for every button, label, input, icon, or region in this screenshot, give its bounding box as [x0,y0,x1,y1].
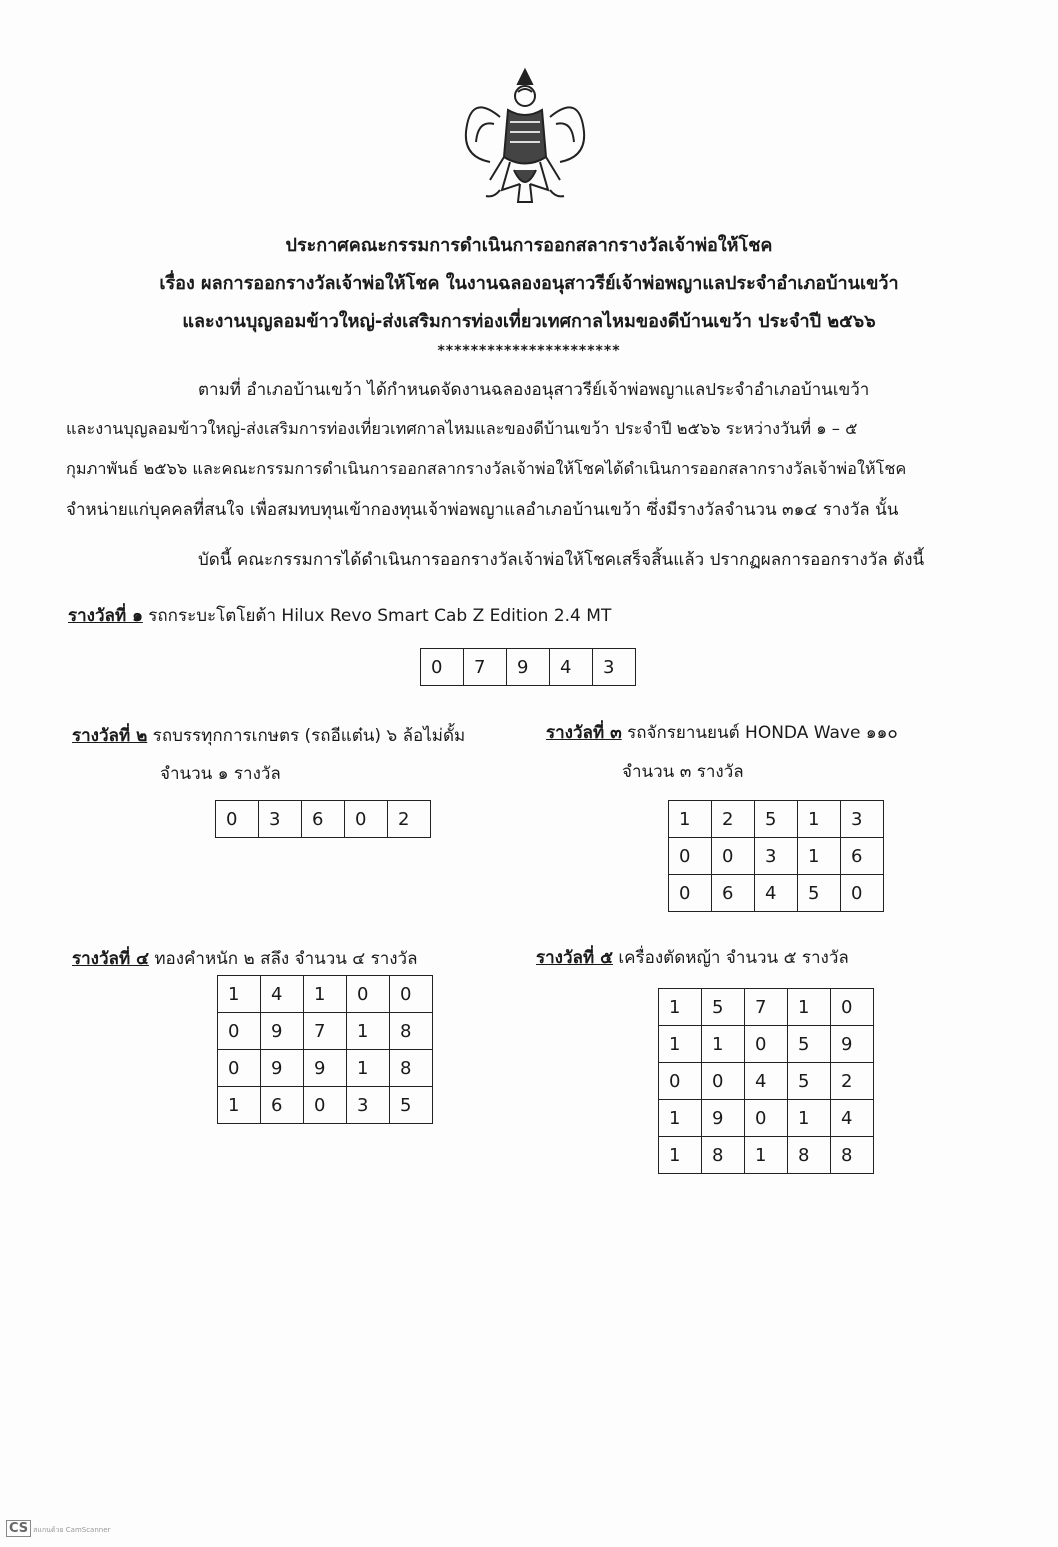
prize-4-heading [72,945,418,972]
camscanner-text: สแกนด้วย CamScanner [33,1526,111,1534]
digit-cell: 0 [745,1026,788,1063]
digit-cell: 0 [345,801,388,838]
table-row [218,1087,433,1124]
separator: ********************** [437,343,621,359]
paragraph-line: กุมภาพันธ์ ๒๕๖๖ และคณะกรรมการดำเนินการออกสลากรางวัลเจ้าพ่อให้โชคได้ดำเนินการออกสลากรางวัลเจ้าพ่อให้โชค [66,459,907,478]
digit-cell: 1 [702,1026,745,1063]
digit-cell: 0 [421,649,464,686]
digit-cell: 8 [788,1137,831,1174]
digit-cell: 9 [702,1100,745,1137]
digit-cell: 0 [669,875,712,912]
prize-3-label: รางวัลที่ ๓ [546,723,622,743]
digit-cell: 0 [712,838,755,875]
digit-cell: 3 [755,838,798,875]
digit-cell: 8 [390,1013,433,1050]
digit-cell: 8 [702,1137,745,1174]
prize-4-desc: ทองคำหนัก ๒ สลึง จำนวน ๔ รางวัล [148,949,418,969]
digit-cell: 1 [798,838,841,875]
digit-cell: 9 [831,1026,874,1063]
digit-cell: 4 [745,1063,788,1100]
digit-cell: 1 [669,801,712,838]
digit-cell: 6 [841,838,884,875]
prize-4-label: รางวัลที่ ๔ [72,949,149,969]
digit-cell: 1 [347,1050,390,1087]
digit-cell: 7 [304,1013,347,1050]
digit-cell: 9 [507,649,550,686]
digit-cell: 7 [464,649,507,686]
prize-4-numbers [217,975,433,1124]
digit-cell: 0 [390,976,433,1013]
paragraph-line: จำหน่ายแก่บุคคลที่สนใจ เพื่อสมทบทุนเข้ากองทุนเจ้าพ่อพญาแลอำเภอบ้านเขว้า ซึ่งมีรางวัลจำนวน ๓๑๔ รางวัล นั้น [66,500,899,520]
prize-2-heading [72,722,465,749]
digit-cell: 1 [218,1087,261,1124]
digit-cell: 1 [659,1137,702,1174]
table-row [659,1026,874,1063]
digit-cell: 2 [388,801,431,838]
digit-cell: 0 [841,875,884,912]
digit-cell: 0 [218,1050,261,1087]
digit-cell: 5 [788,1063,831,1100]
digit-cell: 0 [831,989,874,1026]
digit-cell: 1 [788,989,831,1026]
subject-line-cont: และงานบุญลอมข้าวใหญ่-ส่งเสริมการท่องเที่ยวเทศกาลไหมของดีบ้านเขว้า ประจำปี ๒๕๖๖ [182,311,876,332]
digit-cell: 9 [261,1050,304,1087]
digit-cell: 1 [304,976,347,1013]
digit-cell: 4 [831,1100,874,1137]
digit-cell: 2 [831,1063,874,1100]
digit-cell: 1 [745,1137,788,1174]
prize-2-label: รางวัลที่ ๒ [72,726,148,746]
prize-3-count: จำนวน ๓ รางวัล [622,762,744,782]
table-row [218,1050,433,1087]
announcement-title: ประกาศคณะกรรมการดำเนินการออกสลากรางวัลเจ้าพ่อให้โชค [285,235,773,256]
prize-2-numbers [215,800,431,838]
digit-cell: 3 [841,801,884,838]
prize-2-count: จำนวน ๑ รางวัล [160,764,281,784]
prize-5-label: รางวัลที่ ๕ [536,948,613,968]
digit-cell: 0 [347,976,390,1013]
digit-cell: 3 [593,649,636,686]
digit-cell: 0 [218,1013,261,1050]
digit-cell: 1 [798,801,841,838]
digit-cell: 5 [798,875,841,912]
camscanner-logo-icon: CS [6,1520,31,1537]
table-row [421,649,636,686]
digit-cell: 1 [659,1100,702,1137]
table-row [218,1013,433,1050]
table-row [659,989,874,1026]
digit-cell: 1 [788,1100,831,1137]
table-row [669,875,884,912]
paragraph-line: บัดนี้ คณะกรรมการได้ดำเนินการออกรางวัลเจ้าพ่อให้โชคเสร็จสิ้นแล้ว ปรากฏผลการออกรางวัล ดังนี้ [198,550,925,570]
digit-cell: 5 [755,801,798,838]
digit-cell: 9 [304,1050,347,1087]
prize-1-desc: รถกระบะโตโยต้า Hilux Revo Smart Cab Z Edition 2.4 MT [142,606,612,626]
prize-5-heading [536,944,849,971]
prize-3-heading [546,719,898,746]
digit-cell: 1 [659,989,702,1026]
table-row [659,1063,874,1100]
digit-cell: 5 [702,989,745,1026]
paragraph-line: และงานบุญลอมข้าวใหญ่-ส่งเสริมการท่องเที่ยวเทศกาลไหมและของดีบ้านเขว้า ประจำปี ๒๕๖๖ ระหว่างวันที่ ๑ – ๕ [66,419,858,438]
digit-cell: 1 [347,1013,390,1050]
subject-line: เรื่อง ผลการออกรางวัลเจ้าพ่อให้โชค ในงานฉลองอนุสาวรีย์เจ้าพ่อพญาแลประจำอำเภอบ้านเขว้า [159,273,899,294]
prize-5-numbers [658,988,874,1174]
digit-cell: 2 [712,801,755,838]
digit-cell: 4 [755,875,798,912]
digit-cell: 9 [261,1013,304,1050]
digit-cell: 1 [659,1026,702,1063]
prize-3-desc: รถจักรยานยนต์ HONDA Wave ๑๑๐ [621,723,898,743]
prize-1-label: รางวัลที่ ๑ [68,606,143,626]
table-row [669,801,884,838]
digit-cell: 7 [745,989,788,1026]
table-row [659,1137,874,1174]
table-row [218,976,433,1013]
digit-cell: 6 [261,1087,304,1124]
garuda-emblem-icon [460,62,590,212]
prize-5-desc: เครื่องตัดหญ้า จำนวน ๕ รางวัล [612,948,849,968]
digit-cell: 8 [831,1137,874,1174]
digit-cell: 0 [304,1087,347,1124]
digit-cell: 6 [302,801,345,838]
table-row [669,838,884,875]
digit-cell: 0 [216,801,259,838]
camscanner-watermark [6,1520,110,1537]
digit-cell: 3 [259,801,302,838]
prize-1-heading [68,602,611,629]
digit-cell: 8 [390,1050,433,1087]
digit-cell: 0 [745,1100,788,1137]
digit-cell: 0 [659,1063,702,1100]
digit-cell: 4 [550,649,593,686]
digit-cell: 4 [261,976,304,1013]
digit-cell: 1 [218,976,261,1013]
paragraph-line: ตามที่ อำเภอบ้านเขว้า ได้กำหนดจัดงานฉลองอนุสาวรีย์เจ้าพ่อพญาแลประจำอำเภอบ้านเขว้า [198,380,870,400]
prize-1-numbers [420,648,636,686]
prize-3-numbers [668,800,884,912]
digit-cell: 5 [390,1087,433,1124]
digit-cell: 0 [669,838,712,875]
table-row [659,1100,874,1137]
prize-2-desc: รถบรรทุกการเกษตร (รถอีแต๋น) ๖ ล้อไม่ดั้ม [147,726,466,746]
table-row [216,801,431,838]
digit-cell: 5 [788,1026,831,1063]
digit-cell: 3 [347,1087,390,1124]
digit-cell: 6 [712,875,755,912]
digit-cell: 0 [702,1063,745,1100]
